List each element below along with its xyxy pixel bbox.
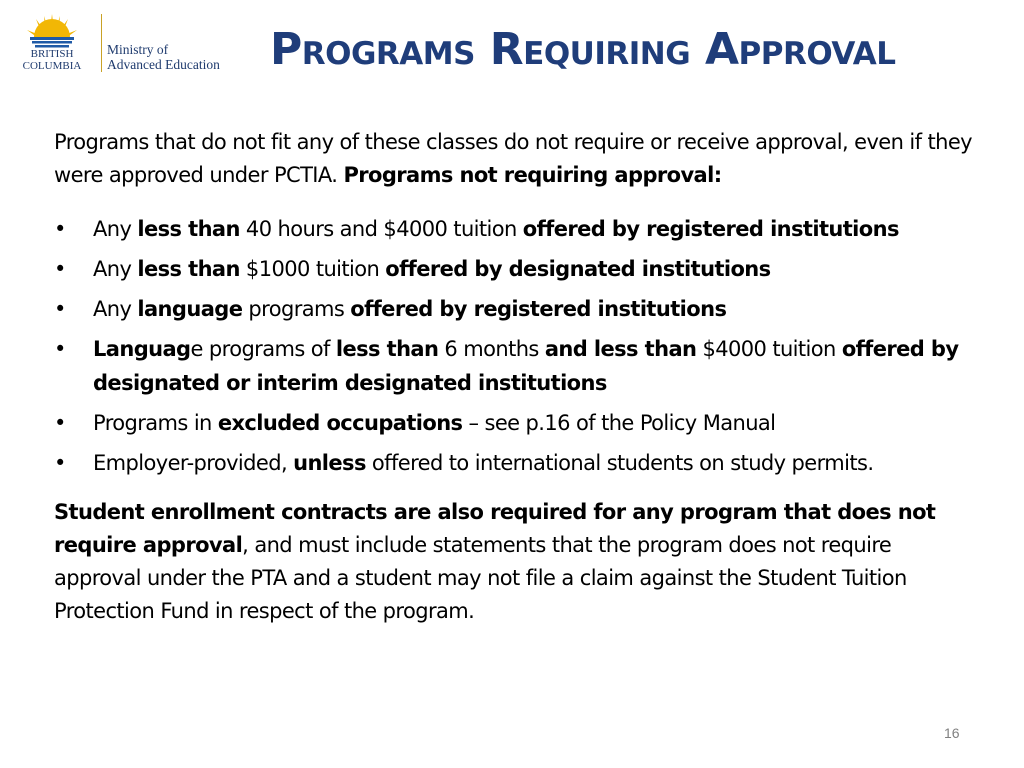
bullet-bold: less than <box>335 337 439 361</box>
ministry-line2: Advanced Education <box>107 57 220 72</box>
logo-divider <box>101 14 102 72</box>
bullet-icon: • <box>54 337 66 361</box>
bullet-bold: language <box>137 297 243 321</box>
bullet-bold: offered by registered institutions <box>522 217 899 241</box>
bullet-text: Any <box>93 297 138 321</box>
bullet-bold: and less than <box>544 337 697 361</box>
bullet-text: – see p.16 of the Policy Manual <box>462 411 776 435</box>
bullet-icon: • <box>54 297 66 321</box>
bc-wordmark-line2: COLUMBIA <box>22 60 82 72</box>
bullet-text: Programs in <box>93 411 218 435</box>
list-item <box>54 212 984 246</box>
intro-text: Programs that do not fit any of these classes do not require or receive approval, even if they were approved under PCTIA. <box>54 130 972 187</box>
bullet-bold: unless <box>293 451 366 475</box>
bc-ministry-logo <box>10 10 230 76</box>
list-item <box>54 406 984 440</box>
ministry-name <box>107 42 220 72</box>
bullet-icon: • <box>54 257 66 281</box>
bullet-text: Any <box>93 257 138 281</box>
bullet-text: Employer-provided, <box>93 451 294 475</box>
list-item <box>54 332 984 400</box>
bullet-text: e programs of <box>190 337 336 361</box>
bullet-bold: less than <box>137 217 240 241</box>
bc-wordmark <box>10 48 94 72</box>
bc-sun-icon <box>22 10 82 48</box>
page-number: 16 <box>944 725 960 741</box>
bullet-bold: offered by registered institutions <box>350 297 727 321</box>
bullet-icon: • <box>54 217 66 241</box>
bullet-text: Any <box>93 217 138 241</box>
bullet-bold: offered by designated or interim designated institutions <box>93 337 959 395</box>
intro-bold: Programs not requiring approval: <box>343 163 722 187</box>
list-item <box>54 252 984 286</box>
bullet-list <box>54 212 984 480</box>
bullet-text: $1000 tuition <box>239 257 386 281</box>
closing-bold: Student enrollment contracts are also required for any program that does not require approval <box>54 500 936 557</box>
list-item <box>54 446 984 480</box>
bullet-text: $4000 tuition <box>696 337 842 361</box>
intro-paragraph <box>54 126 984 192</box>
bullet-icon: • <box>54 451 66 475</box>
bullet-text: 6 months <box>438 337 545 361</box>
bullet-text: 40 hours and $4000 tuition <box>239 217 523 241</box>
bullet-bold: Languag <box>93 337 191 361</box>
bullet-icon: • <box>54 411 66 435</box>
list-item <box>54 292 984 326</box>
slide-body <box>54 126 984 628</box>
bc-wordmark-line1: BRITISH <box>30 48 74 60</box>
closing-text: , and must include statements that the program does not require approval under the PTA and a student may not file a claim against the Student Tuition Protection Fund in respect of the program. <box>54 533 907 623</box>
slide-title: Programs Requiring Approval <box>270 24 896 75</box>
closing-paragraph <box>54 496 984 628</box>
bullet-text: programs <box>242 297 351 321</box>
bullet-bold: excluded occupations <box>217 411 463 435</box>
ministry-line1: Ministry of <box>107 42 169 57</box>
bullet-text: offered to international students on study permits. <box>365 451 874 475</box>
bullet-bold: offered by designated institutions <box>385 257 771 281</box>
bullet-bold: less than <box>137 257 240 281</box>
